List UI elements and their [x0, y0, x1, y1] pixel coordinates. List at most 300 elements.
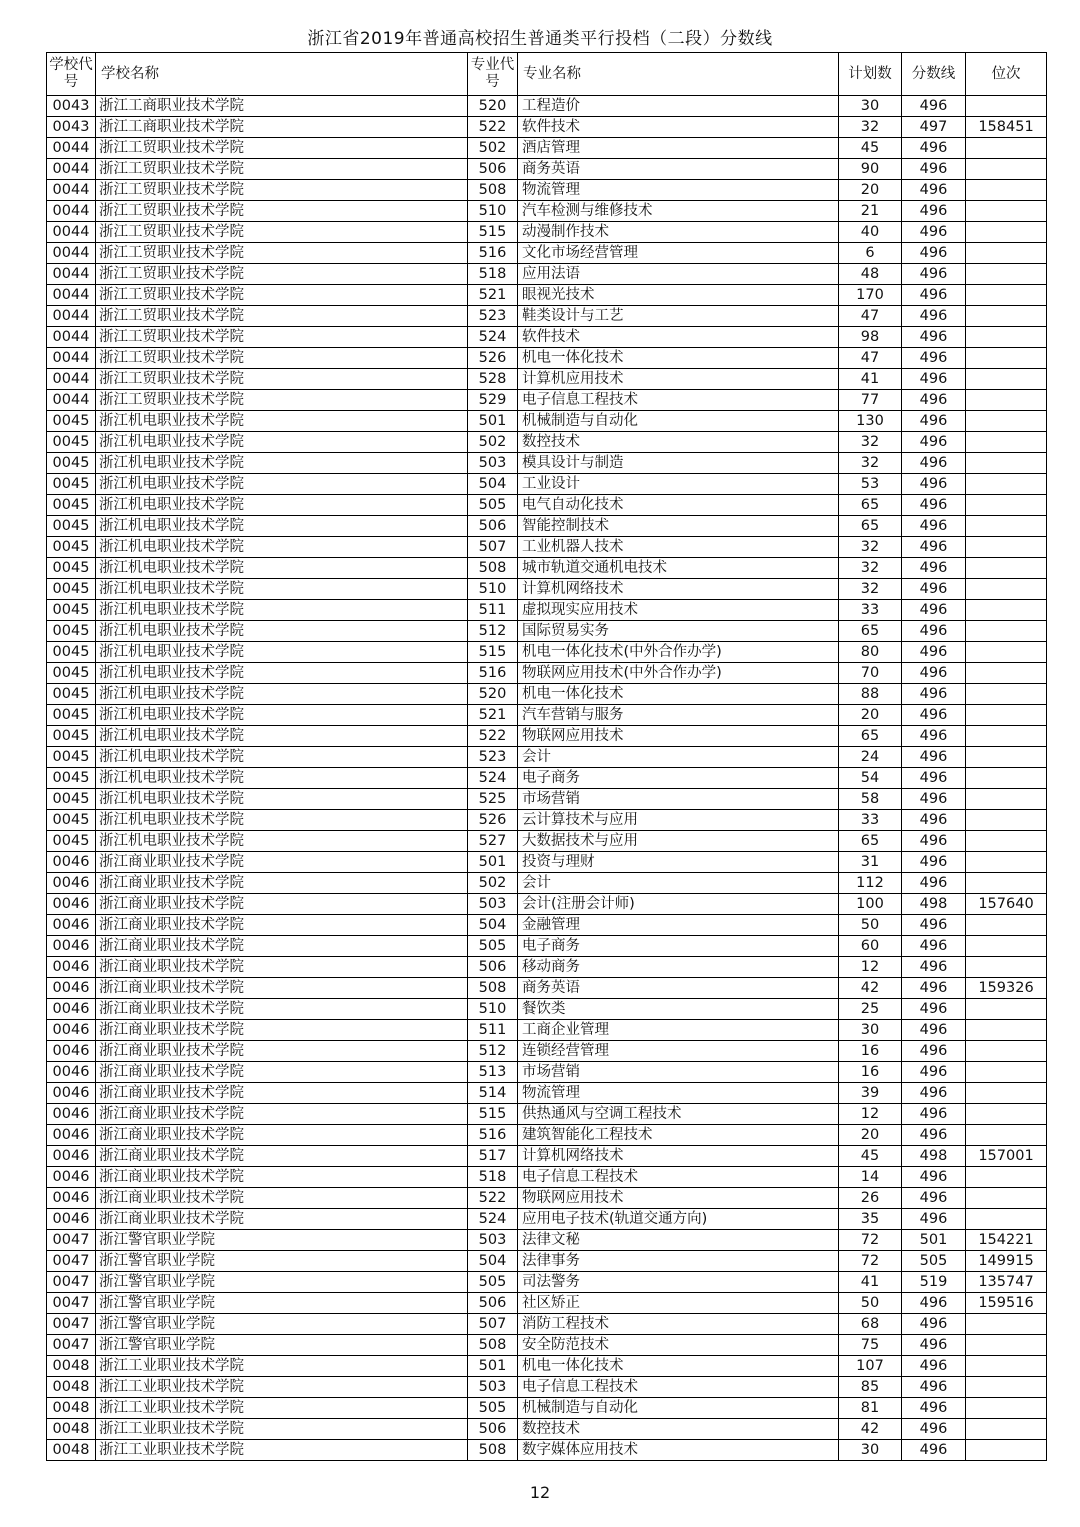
- cell-school-code: 0047: [47, 1272, 96, 1293]
- cell-school-name: 浙江机电职业技术学院: [96, 453, 468, 474]
- cell-school-name: 浙江机电职业技术学院: [96, 747, 468, 768]
- cell-major-code: 524: [468, 768, 518, 789]
- cell-rank: 154221: [966, 1230, 1047, 1251]
- cell-major-name: 机械制造与自动化: [518, 411, 839, 432]
- cell-plan: 77: [839, 390, 902, 411]
- cell-school-name: 浙江机电职业技术学院: [96, 579, 468, 600]
- table-row: [47, 222, 1047, 243]
- cell-major-code: 505: [468, 936, 518, 957]
- cell-school-code: 0044: [47, 222, 96, 243]
- cell-major-name: 虚拟现实应用技术: [518, 600, 839, 621]
- table-body: [47, 96, 1047, 1461]
- cell-major-code: 504: [468, 915, 518, 936]
- cell-plan: 14: [839, 1167, 902, 1188]
- cell-major-code: 512: [468, 621, 518, 642]
- cell-rank: [966, 1188, 1047, 1209]
- cell-school-name: 浙江机电职业技术学院: [96, 558, 468, 579]
- cell-major-name: 国际贸易实务: [518, 621, 839, 642]
- cell-plan: 40: [839, 222, 902, 243]
- cell-school-name: 浙江商业职业技术学院: [96, 1209, 468, 1230]
- cell-major-code: 501: [468, 852, 518, 873]
- cell-major-code: 503: [468, 1230, 518, 1251]
- table-row: [47, 684, 1047, 705]
- table-row: [47, 1251, 1047, 1272]
- cell-school-name: 浙江工贸职业技术学院: [96, 243, 468, 264]
- cell-rank: [966, 663, 1047, 684]
- table-row: [47, 957, 1047, 978]
- cell-score: 496: [902, 642, 966, 663]
- cell-major-name: 物流管理: [518, 180, 839, 201]
- cell-school-code: 0047: [47, 1251, 96, 1272]
- cell-school-code: 0046: [47, 1062, 96, 1083]
- cell-rank: [966, 1041, 1047, 1062]
- cell-rank: [966, 558, 1047, 579]
- cell-school-name: 浙江机电职业技术学院: [96, 768, 468, 789]
- table-row: [47, 789, 1047, 810]
- cell-major-name: 物联网应用技术: [518, 1188, 839, 1209]
- cell-plan: 130: [839, 411, 902, 432]
- cell-school-name: 浙江机电职业技术学院: [96, 537, 468, 558]
- cell-rank: 158451: [966, 117, 1047, 138]
- cell-rank: 157640: [966, 894, 1047, 915]
- cell-major-name: 智能控制技术: [518, 516, 839, 537]
- cell-school-code: 0045: [47, 642, 96, 663]
- cell-major-name: 大数据技术与应用: [518, 831, 839, 852]
- table-row: [47, 1020, 1047, 1041]
- cell-score: 496: [902, 222, 966, 243]
- cell-school-name: 浙江机电职业技术学院: [96, 411, 468, 432]
- cell-major-code: 513: [468, 1062, 518, 1083]
- cell-plan: 65: [839, 726, 902, 747]
- table-row: [47, 1104, 1047, 1125]
- cell-rank: [966, 285, 1047, 306]
- cell-plan: 30: [839, 1020, 902, 1041]
- cell-school-name: 浙江机电职业技术学院: [96, 600, 468, 621]
- table-row: [47, 1188, 1047, 1209]
- cell-plan: 16: [839, 1062, 902, 1083]
- cell-score: 496: [902, 1104, 966, 1125]
- cell-rank: [966, 1062, 1047, 1083]
- cell-school-code: 0045: [47, 663, 96, 684]
- cell-major-name: 数字媒体应用技术: [518, 1440, 839, 1461]
- cell-major-name: 会计: [518, 747, 839, 768]
- cell-school-code: 0045: [47, 768, 96, 789]
- cell-major-code: 523: [468, 306, 518, 327]
- cell-plan: 21: [839, 201, 902, 222]
- cell-major-code: 507: [468, 537, 518, 558]
- table-row: [47, 621, 1047, 642]
- cell-major-name: 汽车营销与服务: [518, 705, 839, 726]
- cell-plan: 70: [839, 663, 902, 684]
- cell-plan: 81: [839, 1398, 902, 1419]
- cell-school-name: 浙江工业职业技术学院: [96, 1377, 468, 1398]
- cell-school-code: 0046: [47, 1146, 96, 1167]
- cell-plan: 58: [839, 789, 902, 810]
- cell-school-name: 浙江警官职业学院: [96, 1230, 468, 1251]
- cell-major-code: 518: [468, 264, 518, 285]
- table-row: [47, 894, 1047, 915]
- table-row: [47, 1146, 1047, 1167]
- cell-school-code: 0047: [47, 1230, 96, 1251]
- cell-plan: 42: [839, 978, 902, 999]
- cell-major-name: 法律事务: [518, 1251, 839, 1272]
- cell-school-code: 0046: [47, 1083, 96, 1104]
- cell-major-name: 电子商务: [518, 768, 839, 789]
- cell-score: 496: [902, 852, 966, 873]
- cell-major-code: 504: [468, 1251, 518, 1272]
- cell-school-code: 0044: [47, 159, 96, 180]
- cell-major-name: 工商企业管理: [518, 1020, 839, 1041]
- cell-plan: 80: [839, 642, 902, 663]
- cell-major-name: 移动商务: [518, 957, 839, 978]
- cell-major-name: 数控技术: [518, 1419, 839, 1440]
- cell-plan: 30: [839, 1440, 902, 1461]
- table-row: [47, 1398, 1047, 1419]
- cell-school-code: 0045: [47, 432, 96, 453]
- table-row: [47, 537, 1047, 558]
- cell-major-code: 503: [468, 453, 518, 474]
- table-row: [47, 579, 1047, 600]
- cell-score: 496: [902, 873, 966, 894]
- cell-school-code: 0046: [47, 1104, 96, 1125]
- cell-rank: [966, 1125, 1047, 1146]
- cell-school-code: 0045: [47, 453, 96, 474]
- cell-rank: [966, 180, 1047, 201]
- cell-plan: 85: [839, 1377, 902, 1398]
- cell-school-code: 0045: [47, 684, 96, 705]
- cell-score: 496: [902, 663, 966, 684]
- cell-score: 496: [902, 705, 966, 726]
- cell-major-code: 510: [468, 201, 518, 222]
- cell-score: 496: [902, 810, 966, 831]
- cell-major-code: 506: [468, 1293, 518, 1314]
- cell-plan: 90: [839, 159, 902, 180]
- cell-score: 496: [902, 369, 966, 390]
- cell-school-name: 浙江工贸职业技术学院: [96, 306, 468, 327]
- cell-major-name: 金融管理: [518, 915, 839, 936]
- cell-score: 496: [902, 1188, 966, 1209]
- cell-plan: 65: [839, 831, 902, 852]
- cell-school-name: 浙江工贸职业技术学院: [96, 390, 468, 411]
- header-major-code: 专业代号: [468, 53, 518, 96]
- cell-plan: 72: [839, 1251, 902, 1272]
- cell-major-name: 软件技术: [518, 117, 839, 138]
- table-row: [47, 1419, 1047, 1440]
- table-row: [47, 747, 1047, 768]
- cell-school-code: 0046: [47, 1188, 96, 1209]
- table-row: [47, 96, 1047, 117]
- cell-school-code: 0044: [47, 369, 96, 390]
- cell-score: 496: [902, 474, 966, 495]
- cell-score: 496: [902, 96, 966, 117]
- cell-school-name: 浙江商业职业技术学院: [96, 852, 468, 873]
- cell-major-name: 法律文秘: [518, 1230, 839, 1251]
- cell-plan: 35: [839, 1209, 902, 1230]
- cell-major-code: 515: [468, 642, 518, 663]
- cell-rank: [966, 390, 1047, 411]
- cell-school-code: 0044: [47, 264, 96, 285]
- cell-score: 496: [902, 453, 966, 474]
- cell-major-name: 机械制造与自动化: [518, 1398, 839, 1419]
- cell-plan: 47: [839, 306, 902, 327]
- cell-plan: 48: [839, 264, 902, 285]
- cell-rank: 149915: [966, 1251, 1047, 1272]
- cell-plan: 42: [839, 1419, 902, 1440]
- cell-major-name: 电子信息工程技术: [518, 390, 839, 411]
- table-row: [47, 852, 1047, 873]
- cell-school-code: 0045: [47, 411, 96, 432]
- cell-major-code: 524: [468, 327, 518, 348]
- cell-major-name: 机电一体化技术: [518, 684, 839, 705]
- cell-school-name: 浙江商业职业技术学院: [96, 957, 468, 978]
- cell-school-name: 浙江机电职业技术学院: [96, 663, 468, 684]
- cell-school-name: 浙江机电职业技术学院: [96, 831, 468, 852]
- cell-major-name: 安全防范技术: [518, 1335, 839, 1356]
- cell-school-name: 浙江机电职业技术学院: [96, 432, 468, 453]
- cell-school-code: 0045: [47, 831, 96, 852]
- cell-score: 496: [902, 264, 966, 285]
- cell-plan: 47: [839, 348, 902, 369]
- cell-rank: [966, 600, 1047, 621]
- table-row: [47, 1272, 1047, 1293]
- cell-score: 496: [902, 1398, 966, 1419]
- cell-school-code: 0046: [47, 894, 96, 915]
- cell-school-name: 浙江机电职业技术学院: [96, 705, 468, 726]
- cell-school-name: 浙江商业职业技术学院: [96, 1062, 468, 1083]
- cell-school-name: 浙江商业职业技术学院: [96, 1188, 468, 1209]
- cell-plan: 53: [839, 474, 902, 495]
- cell-school-name: 浙江工贸职业技术学院: [96, 348, 468, 369]
- cell-plan: 54: [839, 768, 902, 789]
- cell-plan: 33: [839, 600, 902, 621]
- cell-major-code: 501: [468, 1356, 518, 1377]
- cell-major-name: 物联网应用技术: [518, 726, 839, 747]
- cell-school-code: 0046: [47, 1167, 96, 1188]
- cell-score: 496: [902, 327, 966, 348]
- cell-rank: [966, 789, 1047, 810]
- cell-major-code: 508: [468, 558, 518, 579]
- cell-rank: [966, 957, 1047, 978]
- cell-school-code: 0047: [47, 1293, 96, 1314]
- cell-school-name: 浙江商业职业技术学院: [96, 1167, 468, 1188]
- cell-plan: 98: [839, 327, 902, 348]
- cell-major-code: 510: [468, 999, 518, 1020]
- cell-rank: [966, 1167, 1047, 1188]
- cell-plan: 112: [839, 873, 902, 894]
- cell-school-code: 0045: [47, 516, 96, 537]
- cell-school-name: 浙江机电职业技术学院: [96, 474, 468, 495]
- cell-major-code: 505: [468, 1398, 518, 1419]
- table-row: [47, 1041, 1047, 1062]
- cell-plan: 33: [839, 810, 902, 831]
- cell-school-name: 浙江工贸职业技术学院: [96, 264, 468, 285]
- cell-major-code: 501: [468, 411, 518, 432]
- table-row: [47, 1209, 1047, 1230]
- cell-score: 496: [902, 1377, 966, 1398]
- cell-school-name: 浙江商业职业技术学院: [96, 999, 468, 1020]
- cell-school-name: 浙江机电职业技术学院: [96, 810, 468, 831]
- cell-rank: [966, 159, 1047, 180]
- cell-major-name: 物联网应用技术(中外合作办学): [518, 663, 839, 684]
- cell-major-code: 504: [468, 474, 518, 495]
- cell-rank: [966, 621, 1047, 642]
- cell-school-name: 浙江警官职业学院: [96, 1335, 468, 1356]
- table-row: [47, 411, 1047, 432]
- cell-school-name: 浙江商业职业技术学院: [96, 873, 468, 894]
- cell-rank: [966, 1209, 1047, 1230]
- cell-school-name: 浙江机电职业技术学院: [96, 495, 468, 516]
- cell-rank: [966, 873, 1047, 894]
- header-score: 分数线: [902, 53, 966, 96]
- cell-major-name: 汽车检测与维修技术: [518, 201, 839, 222]
- cell-school-code: 0047: [47, 1314, 96, 1335]
- cell-major-code: 529: [468, 390, 518, 411]
- cell-school-name: 浙江机电职业技术学院: [96, 621, 468, 642]
- cell-school-code: 0044: [47, 327, 96, 348]
- cell-rank: [966, 1419, 1047, 1440]
- cell-major-code: 508: [468, 1335, 518, 1356]
- cell-major-code: 516: [468, 663, 518, 684]
- cell-major-name: 市场营销: [518, 789, 839, 810]
- cell-major-name: 模具设计与制造: [518, 453, 839, 474]
- cell-score: 496: [902, 1335, 966, 1356]
- cell-plan: 32: [839, 537, 902, 558]
- cell-score: 496: [902, 1314, 966, 1335]
- cell-school-code: 0048: [47, 1419, 96, 1440]
- cell-school-name: 浙江商业职业技术学院: [96, 1125, 468, 1146]
- cell-major-code: 528: [468, 369, 518, 390]
- cell-plan: 32: [839, 579, 902, 600]
- cell-school-name: 浙江工业职业技术学院: [96, 1398, 468, 1419]
- cell-major-name: 计算机网络技术: [518, 579, 839, 600]
- cell-major-name: 数控技术: [518, 432, 839, 453]
- cell-school-name: 浙江商业职业技术学院: [96, 1020, 468, 1041]
- cell-score: 496: [902, 516, 966, 537]
- cell-plan: 50: [839, 1293, 902, 1314]
- cell-plan: 32: [839, 558, 902, 579]
- cell-school-code: 0045: [47, 600, 96, 621]
- table-row: [47, 1125, 1047, 1146]
- cell-plan: 6: [839, 243, 902, 264]
- cell-major-code: 510: [468, 579, 518, 600]
- table-row: [47, 1377, 1047, 1398]
- cell-school-name: 浙江工贸职业技术学院: [96, 201, 468, 222]
- cell-school-code: 0045: [47, 810, 96, 831]
- cell-school-code: 0046: [47, 1125, 96, 1146]
- cell-score: 496: [902, 1167, 966, 1188]
- cell-rank: [966, 453, 1047, 474]
- table-row: [47, 516, 1047, 537]
- cell-major-code: 514: [468, 1083, 518, 1104]
- cell-score: 496: [902, 1083, 966, 1104]
- table-row: [47, 369, 1047, 390]
- table-row: [47, 915, 1047, 936]
- cell-school-name: 浙江工业职业技术学院: [96, 1356, 468, 1377]
- cell-plan: 32: [839, 432, 902, 453]
- cell-major-name: 酒店管理: [518, 138, 839, 159]
- cell-school-code: 0046: [47, 1020, 96, 1041]
- cell-major-name: 文化市场经营管理: [518, 243, 839, 264]
- cell-major-name: 电子信息工程技术: [518, 1167, 839, 1188]
- cell-major-code: 526: [468, 348, 518, 369]
- cell-score: 496: [902, 1125, 966, 1146]
- cell-major-code: 522: [468, 1188, 518, 1209]
- cell-school-code: 0043: [47, 96, 96, 117]
- table-row: [47, 600, 1047, 621]
- cell-plan: 45: [839, 1146, 902, 1167]
- table-row: [47, 306, 1047, 327]
- table-row: [47, 936, 1047, 957]
- cell-rank: [966, 243, 1047, 264]
- cell-major-name: 城市轨道交通机电技术: [518, 558, 839, 579]
- cell-plan: 88: [839, 684, 902, 705]
- cell-plan: 50: [839, 915, 902, 936]
- cell-score: 498: [902, 894, 966, 915]
- cell-school-name: 浙江机电职业技术学院: [96, 642, 468, 663]
- cell-score: 496: [902, 831, 966, 852]
- cell-major-name: 商务英语: [518, 159, 839, 180]
- cell-rank: [966, 1398, 1047, 1419]
- cell-plan: 24: [839, 747, 902, 768]
- cell-major-code: 518: [468, 1167, 518, 1188]
- cell-score: 496: [902, 411, 966, 432]
- table-row: [47, 978, 1047, 999]
- cell-major-name: 会计(注册会计师): [518, 894, 839, 915]
- cell-school-code: 0046: [47, 999, 96, 1020]
- cell-major-code: 505: [468, 495, 518, 516]
- table-row: [47, 159, 1047, 180]
- cell-rank: [966, 306, 1047, 327]
- cell-score: 496: [902, 936, 966, 957]
- cell-rank: [966, 1083, 1047, 1104]
- table-row: [47, 327, 1047, 348]
- table-row: [47, 558, 1047, 579]
- cell-school-name: 浙江商业职业技术学院: [96, 1083, 468, 1104]
- cell-score: 496: [902, 390, 966, 411]
- cell-major-name: 投资与理财: [518, 852, 839, 873]
- cell-score: 496: [902, 159, 966, 180]
- cell-score: 496: [902, 243, 966, 264]
- score-table: [46, 52, 1047, 1461]
- cell-major-name: 餐饮类: [518, 999, 839, 1020]
- table-row: [47, 117, 1047, 138]
- cell-major-name: 社区矫正: [518, 1293, 839, 1314]
- cell-major-code: 508: [468, 1440, 518, 1461]
- cell-major-name: 电子信息工程技术: [518, 1377, 839, 1398]
- cell-major-code: 515: [468, 222, 518, 243]
- header-school-name: 学校名称: [96, 53, 468, 96]
- cell-rank: [966, 852, 1047, 873]
- cell-rank: [966, 831, 1047, 852]
- cell-major-name: 电气自动化技术: [518, 495, 839, 516]
- cell-major-code: 508: [468, 978, 518, 999]
- table-row: [47, 180, 1047, 201]
- cell-school-name: 浙江商业职业技术学院: [96, 894, 468, 915]
- cell-rank: [966, 684, 1047, 705]
- cell-major-name: 眼视光技术: [518, 285, 839, 306]
- cell-major-code: 512: [468, 1041, 518, 1062]
- cell-school-name: 浙江商业职业技术学院: [96, 1146, 468, 1167]
- header-major-name: 专业名称: [518, 53, 839, 96]
- cell-plan: 16: [839, 1041, 902, 1062]
- cell-major-name: 工程造价: [518, 96, 839, 117]
- table-row: [47, 768, 1047, 789]
- cell-rank: [966, 495, 1047, 516]
- cell-rank: [966, 579, 1047, 600]
- cell-score: 496: [902, 1041, 966, 1062]
- cell-major-code: 502: [468, 873, 518, 894]
- cell-school-code: 0045: [47, 474, 96, 495]
